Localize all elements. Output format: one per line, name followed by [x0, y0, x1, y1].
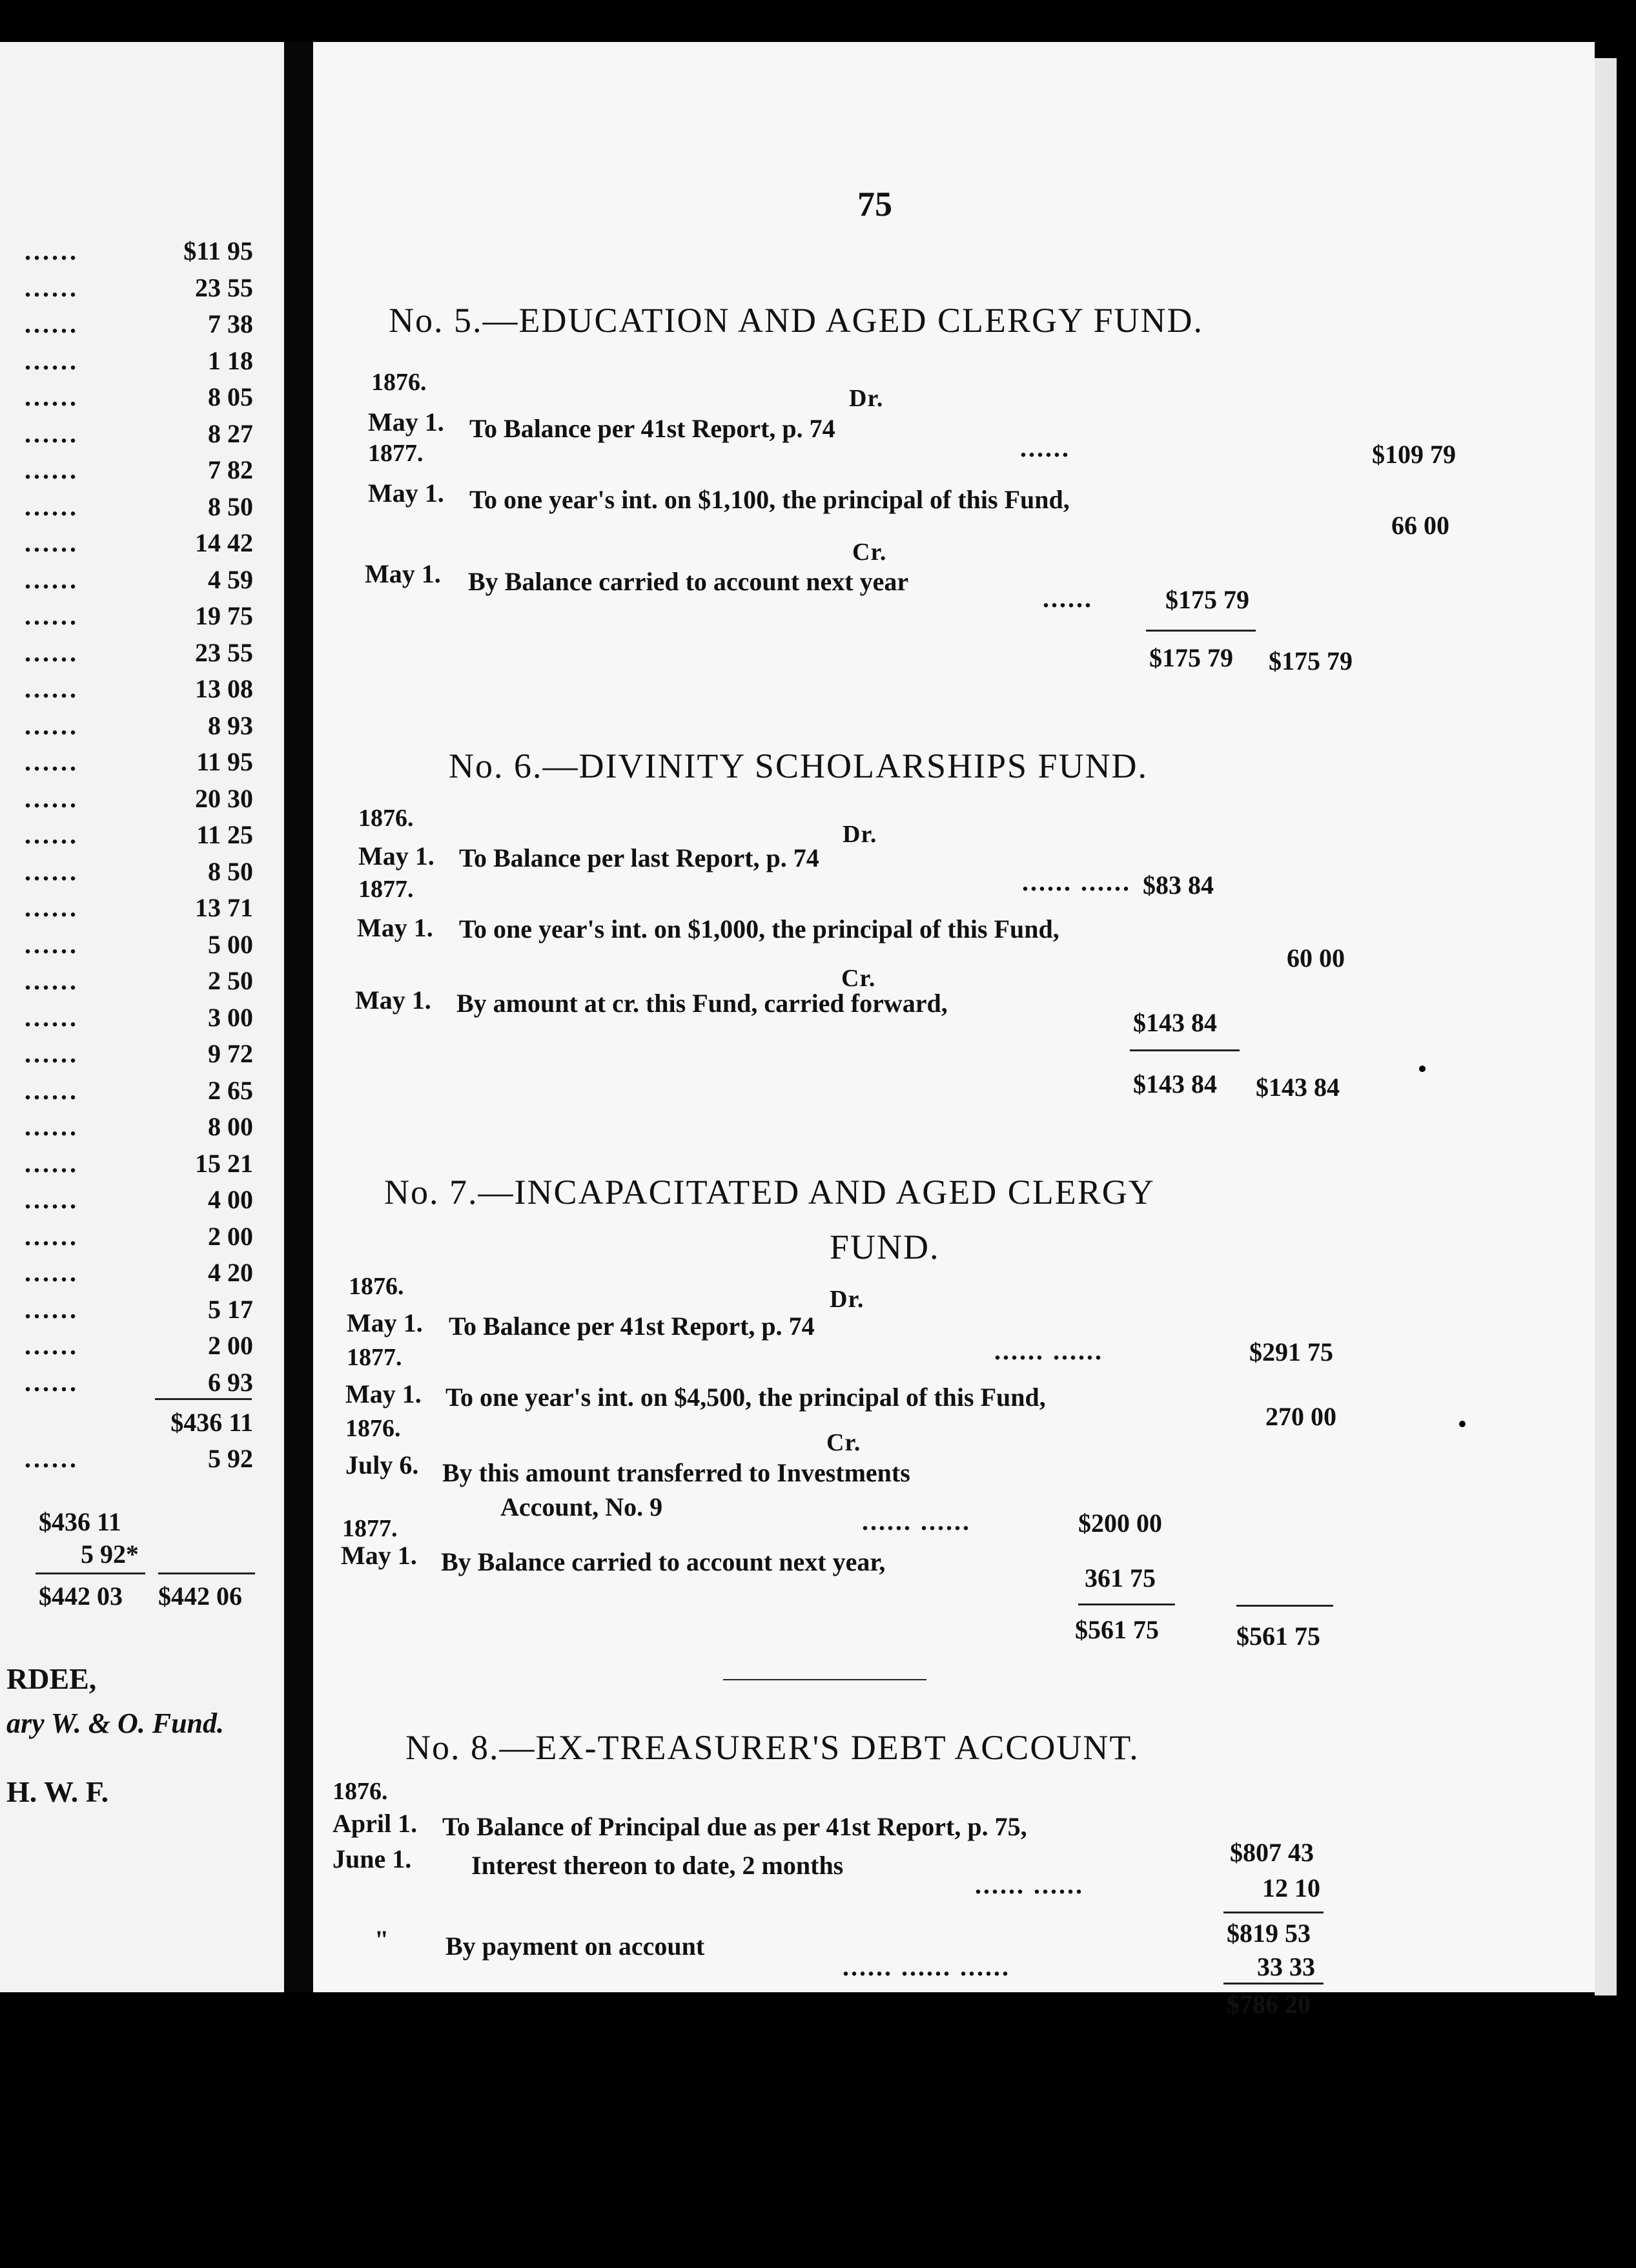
entry-date: May 1. [347, 1308, 423, 1337]
leader-dots: ...... [25, 345, 79, 375]
sum-rule [1223, 1912, 1324, 1913]
sum-rule [1130, 1049, 1240, 1051]
ink-speck [1459, 1421, 1466, 1427]
left-ledger-row [0, 1148, 284, 1184]
section-7-title-cont: FUND. [830, 1228, 940, 1266]
left-total: $436 11 [170, 1408, 253, 1437]
section-7-title: No. 7.—INCAPACITATED AND AGED CLERGY [384, 1173, 1155, 1211]
left-final-a: $442 03 [39, 1582, 123, 1611]
credit-total: $561 75 [1075, 1615, 1159, 1644]
entry-text: By this amount transferred to Investments [442, 1458, 910, 1487]
debit-total: $561 75 [1236, 1622, 1320, 1651]
left-ledger-row [0, 528, 284, 564]
left-ledger-row [0, 1294, 284, 1330]
ledger-amount: 8 50 [208, 491, 253, 521]
ledger-amount: 11 95 [196, 747, 253, 776]
left-ledger-row [0, 1257, 284, 1294]
entry-amount: 60 00 [1287, 943, 1345, 973]
leader-dots: ...... [25, 601, 79, 630]
entry-amount: $83 84 [1143, 871, 1214, 900]
entry-text: By payment on account [445, 1932, 705, 1961]
leader-dots: ...... [25, 236, 79, 265]
leader-dots: ...... [25, 1075, 79, 1105]
leader-dots: ...... [25, 1185, 79, 1214]
leader-dots: ...... [25, 856, 79, 886]
entry-amount: $143 84 [1133, 1008, 1217, 1037]
entry-text: To Balance of Principal due as per 41st Report, p. 75, [442, 1812, 1027, 1841]
ledger-amount: 5 00 [208, 929, 253, 959]
sum-rule [1236, 1605, 1333, 1607]
year-label: 1877. [358, 876, 414, 903]
left-ledger-row [0, 1075, 284, 1111]
ledger-amount: 8 00 [208, 1112, 253, 1141]
leader-dots: ...... [25, 1148, 79, 1178]
entry-date: May 1. [341, 1541, 417, 1570]
entry-text: Interest thereon to date, 2 months [471, 1851, 844, 1880]
signature-line: H. W. F. [6, 1775, 109, 1808]
leader-dots: ...... [25, 1367, 79, 1397]
leader-dots: ...... ...... [862, 1507, 971, 1536]
debit-heading: Dr. [843, 821, 877, 848]
left-ledger-row [0, 820, 284, 856]
credit-heading: Cr. [841, 965, 876, 992]
year-label: 1877. [368, 440, 424, 467]
left-ledger-row [0, 491, 284, 528]
leader-dots: ...... ...... [994, 1336, 1103, 1365]
page-edge [1595, 58, 1617, 1995]
left-ledger-row [0, 564, 284, 601]
entry-date: June 1. [332, 1844, 412, 1873]
section-8-title: No. 8.—EX-TREASURER'S DEBT ACCOUNT. [405, 1728, 1140, 1767]
left-facing-page [0, 42, 284, 1992]
leader-dots: ...... [25, 783, 79, 813]
left-summary-a: $436 11 [39, 1507, 121, 1536]
entry-date: May 1. [355, 985, 431, 1015]
credit-heading: Cr. [826, 1429, 861, 1456]
left-ledger-row [0, 273, 284, 309]
leader-dots: ...... [25, 1112, 79, 1141]
page-number: 75 [857, 185, 892, 223]
leader-dots: ...... [25, 1221, 79, 1251]
page-75 [313, 42, 1595, 2019]
ledger-amount: 4 20 [208, 1258, 253, 1287]
debit-total: $175 79 [1269, 646, 1353, 675]
sum-rule [1223, 1983, 1324, 1984]
section-6-title: No. 6.—DIVINITY SCHOLARSHIPS FUND. [449, 747, 1149, 785]
left-ledger-row [0, 929, 284, 965]
sum-rule [155, 1398, 252, 1400]
left-ledger-row [0, 783, 284, 820]
signature-name: RDEE, [6, 1662, 97, 1695]
year-label: 1876. [332, 1778, 388, 1805]
debit-heading: Dr. [830, 1286, 864, 1313]
left-ledger-row [0, 856, 284, 892]
leader-dots: ...... [25, 747, 79, 776]
leader-dots: ...... [25, 820, 79, 849]
entry-text: To Balance per last Report, p. 74 [459, 843, 819, 872]
entry-amount: 270 00 [1265, 1402, 1336, 1431]
leader-dots: ...... [25, 382, 79, 411]
signature-title: ary W. & O. Fund. [6, 1707, 225, 1739]
entry-date: May 1. [345, 1379, 422, 1408]
left-ledger-row [0, 382, 284, 418]
left-ledger-row [0, 455, 284, 491]
credit-heading: Cr. [852, 539, 887, 566]
left-ledger-row [0, 1221, 284, 1257]
leader-dots: ...... [1020, 433, 1070, 462]
left-ledger-row [0, 418, 284, 455]
ledger-amount: 2 65 [208, 1075, 253, 1105]
left-ledger-row [0, 1038, 284, 1075]
ledger-amount: 15 21 [195, 1148, 253, 1178]
entry-text: To Balance per 41st Report, p. 74 [449, 1312, 815, 1341]
left-ledger-row [0, 236, 284, 272]
left-ledger-row [0, 309, 284, 345]
left-ledger-row [0, 965, 284, 1002]
book-spine [284, 42, 313, 1992]
ledger-amount: 1 18 [208, 345, 253, 375]
ledger-amount: 9 72 [208, 1039, 253, 1068]
ledger-amount: 6 93 [208, 1367, 253, 1397]
leader-dots: ...... [25, 929, 79, 959]
ledger-amount: 11 25 [196, 820, 253, 849]
left-ledger-row [0, 747, 284, 783]
sum-rule [158, 1572, 255, 1574]
year-label: 1876. [371, 369, 427, 396]
left-ledger-row [0, 710, 284, 747]
left-ledger-row [0, 1184, 284, 1221]
ledger-amount: 14 42 [195, 528, 253, 557]
ledger-amount: 5 92 [208, 1444, 253, 1473]
entry-amount: $200 00 [1078, 1509, 1162, 1538]
left-ledger-row [0, 1002, 284, 1038]
entry-text: To Balance per 41st Report, p. 74 [469, 414, 835, 443]
ledger-amount: 19 75 [195, 601, 253, 630]
leader-dots: ...... ...... ...... [843, 1952, 1010, 1981]
leader-dots: ...... [25, 309, 79, 338]
year-label: 1877. [342, 1515, 398, 1542]
leader-dots: ...... [25, 1331, 79, 1360]
left-ledger-row [0, 892, 284, 929]
sum-rule [1078, 1603, 1175, 1605]
credit-total: $143 84 [1133, 1069, 1217, 1098]
leader-dots: ...... [25, 1002, 79, 1032]
ledger-amount: 23 55 [195, 637, 253, 667]
leader-dots: ...... [1043, 584, 1093, 613]
entry-date: May 1. [357, 913, 433, 942]
ledger-amount: 4 59 [208, 564, 253, 594]
leader-dots: ...... [25, 273, 79, 302]
leader-dots: ...... [25, 564, 79, 594]
leader-dots: ...... [25, 418, 79, 448]
left-summary-b: 5 92* [81, 1540, 139, 1569]
year-label: 1876. [349, 1273, 404, 1300]
entry-text: By Balance carried to account next year [468, 567, 909, 596]
final-balance: $786 20 [1227, 1990, 1311, 2019]
ledger-amount: 3 00 [208, 1002, 253, 1032]
subtotal-amount: $819 53 [1227, 1919, 1311, 1948]
entry-text-cont: Account, No. 9 [500, 1492, 663, 1521]
entry-amount: $807 43 [1230, 1838, 1314, 1867]
left-ledger-row [0, 674, 284, 710]
entry-amount: 12 10 [1262, 1873, 1320, 1902]
debit-heading: Dr. [849, 385, 884, 412]
leader-dots: ...... [25, 966, 79, 995]
year-label: 1876. [345, 1415, 401, 1442]
ledger-amount: 20 30 [195, 783, 253, 813]
leader-dots: ...... ...... [975, 1870, 1084, 1899]
year-label: 1877. [347, 1344, 402, 1371]
leader-dots: ...... [25, 710, 79, 740]
ledger-amount: 8 93 [208, 710, 253, 740]
entry-text: By amount at cr. this Fund, carried forward, [456, 989, 948, 1018]
left-ledger-row [0, 601, 284, 637]
sum-rule [36, 1572, 145, 1574]
ledger-amount: $11 95 [183, 236, 253, 265]
section-5-title: No. 5.—EDUCATION AND AGED CLERGY FUND. [389, 301, 1203, 340]
entry-amount: $175 79 [1165, 585, 1249, 614]
ledger-amount: 2 50 [208, 966, 253, 995]
leader-dots: ...... [25, 1258, 79, 1287]
leader-dots: ...... [25, 1444, 79, 1473]
ledger-amount: 8 05 [208, 382, 253, 411]
ledger-amount: 2 00 [208, 1221, 253, 1251]
entry-date: May 1. [368, 407, 444, 437]
entry-amount: 66 00 [1391, 511, 1449, 540]
ledger-amount: 4 00 [208, 1185, 253, 1214]
leader-dots: ...... [25, 1294, 79, 1324]
debit-total: $143 84 [1256, 1073, 1340, 1102]
left-ledger-row [0, 1111, 284, 1148]
entry-text: By Balance carried to account next year, [441, 1547, 886, 1576]
entry-date: May 1. [368, 479, 444, 508]
left-final-b: $442 06 [158, 1582, 242, 1611]
left-ledger-row [0, 345, 284, 382]
ledger-amount: 7 38 [208, 309, 253, 338]
leader-dots: ...... [25, 528, 79, 557]
left-less-row [0, 1443, 284, 1479]
entry-date: " [374, 1925, 389, 1954]
ledger-amount: 2 00 [208, 1331, 253, 1360]
leader-dots: ...... ...... [1022, 867, 1131, 896]
credit-total: $175 79 [1149, 643, 1233, 672]
entry-date: April 1. [332, 1809, 418, 1838]
ledger-amount: 8 50 [208, 856, 253, 886]
left-ledger-row [0, 637, 284, 674]
leader-dots: ...... [25, 674, 79, 703]
left-ledger-row [0, 1330, 284, 1366]
entry-date: May 1. [365, 559, 441, 588]
leader-dots: ...... [25, 893, 79, 922]
leader-dots: ...... [25, 491, 79, 521]
entry-text: To one year's int. on $4,500, the principal of this Fund, [445, 1383, 1046, 1412]
entry-amount: $109 79 [1372, 440, 1456, 469]
ledger-amount: 8 27 [208, 418, 253, 448]
entry-date: May 1. [358, 841, 435, 871]
entry-text: To one year's int. on $1,100, the principal of this Fund, [469, 485, 1070, 514]
ledger-amount: 13 08 [195, 674, 253, 703]
leader-dots: ...... [25, 455, 79, 484]
ledger-amount: 7 82 [208, 455, 253, 484]
entry-date: July 6. [345, 1450, 419, 1479]
ledger-amount: 23 55 [195, 273, 253, 302]
year-label: 1876. [358, 805, 414, 832]
ledger-amount: 13 71 [195, 893, 253, 922]
entry-text: To one year's int. on $1,000, the principal of this Fund, [459, 914, 1059, 943]
section-divider [723, 1679, 926, 1680]
leader-dots: ...... [25, 1039, 79, 1068]
entry-amount: 33 33 [1257, 1952, 1315, 1981]
entry-amount: $291 75 [1249, 1337, 1333, 1366]
leader-dots: ...... [25, 637, 79, 667]
entry-amount: 361 75 [1085, 1563, 1156, 1593]
sum-rule [1146, 630, 1256, 632]
ledger-amount: 5 17 [208, 1294, 253, 1324]
ink-speck [1419, 1066, 1426, 1072]
